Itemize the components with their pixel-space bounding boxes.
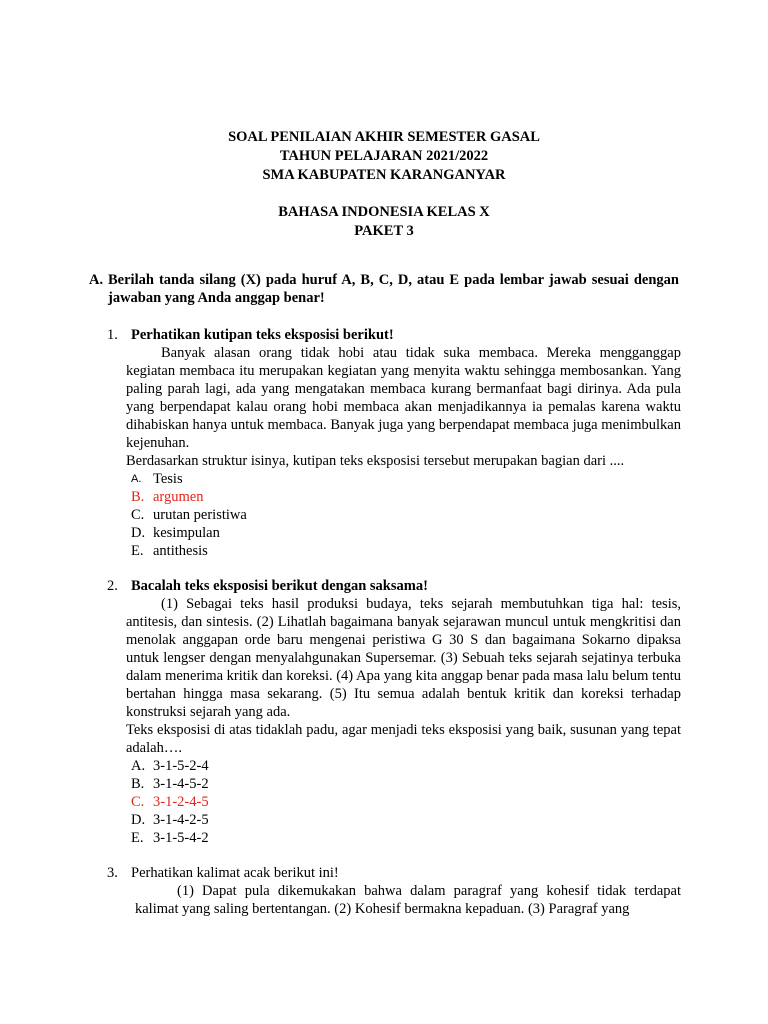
option-a[interactable]: [131, 757, 681, 775]
document-header: [0, 128, 768, 241]
header-exam-title: SOAL PENILAIAN AKHIR SEMESTER GASAL: [228, 129, 540, 145]
question-2: [107, 577, 681, 847]
option-text: kesimpulan: [153, 525, 220, 541]
option-text: 3-1-2-4-5: [153, 794, 209, 810]
question-title: Perhatikan kutipan teks eksposisi berikut!: [131, 327, 394, 343]
option-b[interactable]: [131, 775, 681, 793]
header-school-year: TAHUN PELAJARAN 2021/2022: [279, 148, 489, 164]
answer-options: [131, 757, 681, 847]
option-b[interactable]: [131, 488, 681, 506]
option-letter: A.: [131, 758, 146, 774]
option-e[interactable]: [131, 829, 681, 847]
question-1: [107, 326, 681, 560]
option-letter: D.: [131, 525, 146, 541]
question-title: Perhatikan kalimat acak berikut ini!: [131, 865, 339, 881]
option-letter: E.: [131, 830, 144, 846]
option-letter: A.: [131, 473, 142, 485]
section-a-instruction: [89, 271, 679, 307]
option-letter: B.: [131, 489, 145, 505]
header-package: PAKET 3: [354, 223, 414, 239]
option-text: Tesis: [153, 471, 183, 487]
option-a[interactable]: [131, 470, 681, 488]
question-passage: Banyak alasan orang tidak hobi atau tidak suka membaca. Mereka mengganggap kegiatan membaca itu merupakan kegiatan yang menyita waktu sehingga membosankan. Yang paling parah lagi, ada yang mengatakan membaca kurang bermanfaat bagi dirinya. Ada pula yang berpendapat kalau orang hobi membaca akan menjadikannya ia pemalas karena waktu dihabiskan hanya untuk membaca. Banyak juga yang berpendapat membaca juga menimbulkan kejenuhan.: [126, 345, 681, 451]
option-text: argumen: [153, 489, 204, 505]
question-prompt: Berdasarkan struktur isinya, kutipan teks eksposisi tersebut merupakan bagian dari ....: [126, 453, 625, 469]
question-number: 2.: [107, 578, 118, 594]
option-letter: E.: [131, 543, 144, 559]
option-letter: D.: [131, 812, 146, 828]
option-text: 3-1-5-4-2: [153, 830, 209, 846]
option-d[interactable]: [131, 811, 681, 829]
question-number: 3.: [107, 865, 118, 881]
option-d[interactable]: [131, 524, 681, 542]
section-marker: A.: [89, 272, 104, 288]
option-text: urutan peristiwa: [153, 507, 247, 523]
question-3: [107, 864, 681, 918]
option-text: 3-1-4-5-2: [153, 776, 209, 792]
question-passage: (1) Sebagai teks hasil produksi budaya, teks sejarah membutuhkan tiga hal: tesis, antitesis, dan sintesis. (2) Lihatlah bagaimana banyak sejarawan muncul untuk mengkritisi dan menolak anggapan orde baru mengenai peristiwa G 30 S dan bagaimana Sokarno dipaksa untuk lengser dengan menyalahgunakan Supersemar. (3) Sebuah teks sejarah sejatinya terbuka dalam menerima kritik dan koreksi. (4) Apa yang kita anggap benar pada masa lalu belum tentu bertahan hingga masa sekarang. (5) Itu semua adalah bentuk kritik dan koreksi terhadap konstruksi sejarah yang ada.: [126, 596, 681, 720]
header-school-name: SMA KABUPATEN KARANGANYAR: [262, 167, 506, 183]
option-c[interactable]: [131, 793, 681, 811]
option-letter: C.: [131, 794, 145, 810]
option-c[interactable]: [131, 506, 681, 524]
option-text: antithesis: [153, 543, 208, 559]
option-e[interactable]: [131, 542, 681, 560]
option-text: 3-1-5-2-4: [153, 758, 209, 774]
question-number: 1.: [107, 327, 118, 343]
option-letter: C.: [131, 507, 145, 523]
answer-options: [131, 470, 681, 560]
question-passage: (1) Dapat pula dikemukakan bahwa dalam paragraf yang kohesif tidak terdapat kalimat yang saling bertentangan. (2) Kohesif bermakna kepaduan. (3) Paragraf yang: [135, 883, 681, 917]
option-letter: B.: [131, 776, 145, 792]
instruction-text: Berilah tanda silang (X) pada huruf A, B, C, D, atau E pada lembar jawab sesuai dengan jawaban yang Anda anggap benar!: [108, 272, 679, 306]
question-title: Bacalah teks eksposisi berikut dengan saksama!: [131, 578, 428, 594]
header-subject: BAHASA INDONESIA KELAS X: [278, 204, 490, 220]
option-text: 3-1-4-2-5: [153, 812, 209, 828]
question-prompt: Teks eksposisi di atas tidaklah padu, agar menjadi teks eksposisi yang baik, susunan yang tepat adalah….: [126, 722, 681, 756]
